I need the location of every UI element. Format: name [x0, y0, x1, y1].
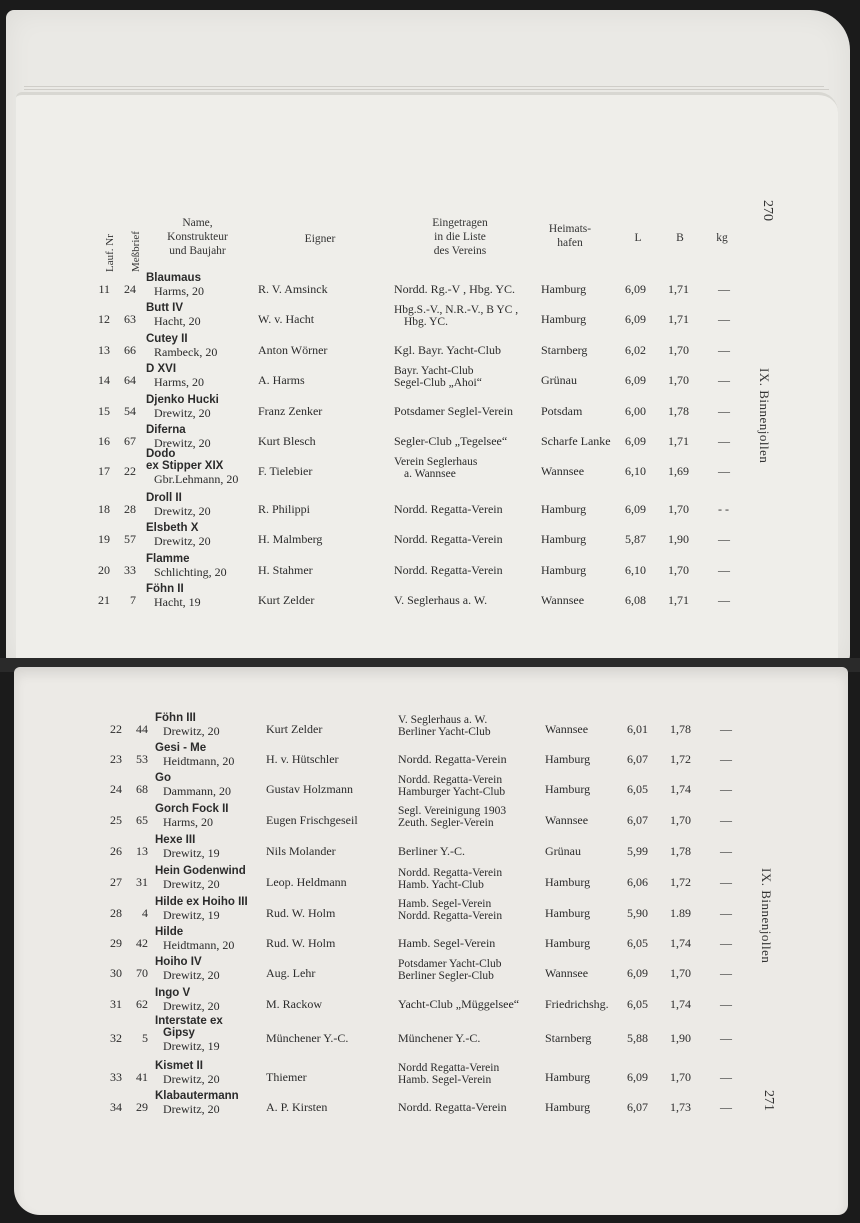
home-port: Wannsee: [545, 813, 589, 827]
boat-name: Klabautermann: [155, 1090, 239, 1102]
messbrief-nr: 4: [142, 906, 148, 920]
length-value: 5,87: [625, 532, 646, 546]
kg-value: —: [720, 1031, 732, 1045]
beam-value: 1,73: [670, 1100, 691, 1114]
table-row: [0, 554, 860, 584]
club: Nordd. Regatta-Verein: [398, 752, 507, 766]
table-row: [0, 303, 860, 333]
owner: Rud. W. Holm: [266, 936, 336, 950]
owner: Anton Wörner: [258, 343, 328, 357]
kg-value: —: [718, 404, 730, 418]
messbrief-nr: 33: [124, 563, 136, 577]
header-heimatshafen: [540, 222, 600, 250]
table-row: [0, 584, 860, 614]
boat-name: Gesi - Me: [155, 742, 207, 754]
club: Nordd. Regatta-Verein: [398, 867, 503, 879]
home-port: Hamburg: [545, 936, 591, 950]
club: Nordd. Regatta-Verein: [398, 1100, 507, 1114]
club: Nordd. Regatta-Verein: [398, 910, 503, 922]
club: Nordd. Regatta-Verein: [394, 532, 503, 546]
owner: F. Tielebier: [258, 464, 313, 478]
length-value: 6,05: [627, 997, 648, 1011]
page-number-270: 270: [760, 200, 775, 221]
length-value: 6,07: [627, 813, 648, 827]
lauf-nr: 25: [110, 813, 122, 827]
owner: W. v. Hacht: [258, 312, 315, 326]
lauf-nr: 20: [98, 563, 110, 577]
length-value: 6,10: [625, 464, 646, 478]
kg-value: —: [718, 464, 730, 478]
header-name-line: und Baujahr: [169, 245, 226, 257]
constructor-year: Heidtmann, 20: [163, 938, 235, 952]
table-row: [0, 425, 860, 455]
kg-value: —: [720, 782, 732, 796]
owner: A. Harms: [258, 373, 305, 387]
kg-value: - -: [718, 502, 729, 516]
header-verein: [405, 216, 515, 258]
kg-value: —: [718, 312, 730, 326]
club: Zeuth. Segler-Verein: [398, 817, 494, 829]
length-value: 6,10: [625, 563, 646, 577]
club: Hbg. YC.: [404, 316, 448, 328]
club: Münchener Y.-C.: [398, 1031, 481, 1045]
boat-name: Föhn II: [146, 583, 184, 595]
boat-name: Hoiho IV: [155, 956, 202, 968]
kg-value: —: [720, 813, 732, 827]
page-number-271: 271: [761, 1090, 776, 1111]
owner: Kurt Blesch: [258, 434, 316, 448]
messbrief-nr: 54: [124, 404, 136, 418]
constructor-year: Harms, 20: [163, 815, 213, 829]
beam-value: 1,70: [670, 966, 691, 980]
boat-name: Föhn III: [155, 712, 196, 724]
beam-value: 1,71: [668, 593, 689, 607]
owner: Gustav Holzmann: [266, 782, 353, 796]
boat-name: Diferna: [146, 424, 186, 436]
boat-name: Interstate ex: [155, 1015, 223, 1027]
constructor-year: Gbr.Lehmann, 20: [154, 472, 239, 486]
boat-name: Droll II: [146, 492, 182, 504]
kg-value: —: [720, 752, 732, 766]
constructor-year: Drewitz, 20: [163, 1072, 220, 1086]
table-row: [0, 1091, 860, 1121]
lauf-nr: 32: [110, 1031, 122, 1045]
club: Verein Seglerhaus: [394, 456, 478, 468]
home-port: Hamburg: [545, 1070, 591, 1084]
club: Potsdamer Yacht-Club: [398, 958, 502, 970]
kg-value: —: [718, 532, 730, 546]
kg-value: —: [720, 1100, 732, 1114]
beam-value: 1,74: [670, 936, 691, 950]
length-value: 6,09: [625, 373, 646, 387]
header-hafen-line: hafen: [557, 237, 583, 249]
beam-value: 1,70: [668, 343, 689, 357]
owner: Franz Zenker: [258, 404, 323, 418]
messbrief-nr: 13: [136, 844, 148, 858]
owner: Münchener Y.-C.: [266, 1031, 349, 1045]
length-value: 5,88: [627, 1031, 648, 1045]
home-port: Hamburg: [541, 563, 587, 577]
boat-name: Hilde ex Hoiho III: [155, 896, 248, 908]
club: a. Wannsee: [404, 468, 456, 480]
constructor-year: Drewitz, 20: [154, 406, 211, 420]
table-row: [0, 743, 860, 773]
table-row: [0, 927, 860, 957]
beam-value: 1,71: [668, 312, 689, 326]
constructor-year: Harms, 20: [154, 375, 204, 389]
owner: Rud. W. Holm: [266, 906, 336, 920]
lauf-nr: 31: [110, 997, 122, 1011]
boat-name: Butt IV: [146, 302, 184, 314]
table-row: [0, 448, 860, 486]
boat-name: Flamme: [146, 553, 190, 565]
messbrief-nr: 68: [136, 782, 148, 796]
home-port: Hamburg: [545, 782, 591, 796]
length-value: 6,08: [625, 593, 646, 607]
header-verein-line: in die Liste: [434, 231, 486, 243]
table-row: [0, 273, 860, 303]
boat-name: Ingo V: [155, 987, 191, 999]
messbrief-nr: 31: [136, 875, 148, 889]
club: Segler-Club „Tegelsee“: [394, 434, 508, 448]
home-port: Hamburg: [541, 502, 587, 516]
header-name: [150, 216, 245, 258]
messbrief-nr: 41: [136, 1070, 148, 1084]
table-row: [0, 988, 860, 1018]
table-row: [0, 493, 860, 523]
beam-value: 1,70: [670, 1070, 691, 1084]
club: Hamb. Segel-Verein: [398, 898, 492, 910]
boat-name: Gorch Fock II: [155, 803, 229, 815]
beam-value: 1,72: [670, 752, 691, 766]
beam-value: 1.89: [670, 906, 691, 920]
length-value: 6,01: [627, 722, 648, 736]
table-row: [0, 897, 860, 927]
club: Nordd. Regatta-Verein: [394, 563, 503, 577]
owner: Thiemer: [266, 1070, 307, 1084]
owner: M. Rackow: [266, 997, 322, 1011]
owner: H. v. Hütschler: [266, 752, 339, 766]
beam-value: 1,70: [670, 813, 691, 827]
messbrief-nr: 22: [124, 464, 136, 478]
constructor-year: Hacht, 20: [154, 314, 201, 328]
beam-value: 1,78: [668, 404, 689, 418]
table-row: [0, 523, 860, 553]
boat-name: Hilde: [155, 926, 184, 938]
lauf-nr: 28: [110, 906, 122, 920]
lauf-nr: 11: [98, 282, 110, 296]
messbrief-nr: 42: [136, 936, 148, 950]
lauf-nr: 33: [110, 1070, 122, 1084]
messbrief-nr: 5: [142, 1031, 148, 1045]
length-value: 6,05: [627, 936, 648, 950]
lauf-nr: 17: [98, 464, 110, 478]
boat-name: Hein Godenwind: [155, 865, 246, 877]
lauf-nr: 29: [110, 936, 122, 950]
lauf-nr: 26: [110, 844, 122, 858]
messbrief-nr: 28: [124, 502, 136, 516]
table-row: [0, 1015, 860, 1053]
kg-value: —: [720, 875, 732, 889]
home-port: Potsdam: [541, 404, 583, 418]
table-row: [0, 334, 860, 364]
beam-value: 1,90: [668, 532, 689, 546]
table-row: [0, 773, 860, 803]
boat-name: D XVI: [146, 363, 177, 375]
home-port: Grünau: [545, 844, 581, 858]
table-row: [0, 395, 860, 425]
home-port: Hamburg: [545, 875, 591, 889]
beam-value: 1,71: [668, 434, 689, 448]
lauf-nr: 21: [98, 593, 110, 607]
constructor-year: Drewitz, 20: [163, 968, 220, 982]
header-lauf-nr: Lauf. Nr: [104, 234, 116, 272]
table-row: [0, 713, 860, 743]
club: Yacht-Club „Müggelsee“: [398, 997, 520, 1011]
messbrief-nr: 67: [124, 434, 136, 448]
home-port: Wannsee: [545, 722, 589, 736]
club: Bayr. Yacht-Club: [394, 365, 474, 377]
header-verein-line: des Vereins: [433, 245, 487, 257]
club: Berliner Segler-Club: [398, 970, 494, 982]
table-row: [0, 1061, 860, 1091]
owner: A. P. Kirsten: [266, 1100, 328, 1114]
kg-value: —: [720, 722, 732, 736]
header-eigner: Eigner: [304, 233, 336, 245]
kg-value: —: [718, 434, 730, 448]
page-edge-line: [24, 86, 824, 87]
beam-value: 1,78: [670, 844, 691, 858]
beam-value: 1,90: [670, 1031, 691, 1045]
length-value: 6,09: [627, 1070, 648, 1084]
owner: H. Stahmer: [258, 563, 313, 577]
club: Berliner Yacht-Club: [398, 726, 491, 738]
beam-value: 1,69: [668, 464, 689, 478]
kg-value: —: [720, 936, 732, 950]
section-title-bottom: IX. Binnenjollen: [759, 868, 774, 964]
constructor-year: Drewitz, 19: [163, 1039, 220, 1053]
club: V. Seglerhaus a. W.: [394, 593, 488, 607]
lauf-nr: 18: [98, 502, 110, 516]
constructor-year: Heidtmann, 20: [163, 754, 235, 768]
header-messbrief: Meßbrief: [130, 231, 142, 272]
home-port: Hamburg: [541, 282, 587, 296]
beam-value: 1,72: [670, 875, 691, 889]
length-value: 5,99: [627, 844, 648, 858]
club: Kgl. Bayr. Yacht-Club: [394, 343, 502, 357]
lauf-nr: 23: [110, 752, 122, 766]
constructor-year: Drewitz, 20: [163, 999, 220, 1013]
kg-value: —: [720, 1070, 732, 1084]
table-row: [0, 364, 860, 394]
club: Berliner Y.-C.: [398, 844, 465, 858]
club: Nordd. Regatta-Verein: [394, 502, 503, 516]
boat-name: Djenko Hucki: [146, 394, 219, 406]
length-value: 6,07: [627, 752, 648, 766]
constructor-year: Hacht, 19: [154, 595, 201, 609]
messbrief-nr: 63: [124, 312, 136, 326]
constructor-year: Drewitz, 20: [163, 724, 220, 738]
owner: Eugen Frischgeseil: [266, 813, 358, 827]
messbrief-nr: 70: [136, 966, 148, 980]
kg-value: —: [720, 906, 732, 920]
boat-name-alt: ex Stipper XIX: [146, 460, 224, 472]
length-value: 6,09: [625, 434, 646, 448]
boat-name: Dodo: [146, 448, 176, 460]
lauf-nr: 24: [110, 782, 122, 796]
header-hafen-line: Heimats-: [548, 223, 592, 235]
lauf-nr: 14: [98, 373, 110, 387]
club: Hamb. Segel-Verein: [398, 936, 496, 950]
constructor-year: Drewitz, 20: [163, 877, 220, 891]
beam-value: 1,71: [668, 282, 689, 296]
beam-value: 1,70: [668, 373, 689, 387]
lauf-nr: 15: [98, 404, 110, 418]
constructor-year: Dammann, 20: [163, 784, 231, 798]
beam-value: 1,70: [668, 502, 689, 516]
messbrief-nr: 62: [136, 997, 148, 1011]
kg-value: —: [718, 593, 730, 607]
lauf-nr: 16: [98, 434, 110, 448]
home-port: Grünau: [541, 373, 577, 387]
club: Segel-Club „Ahoi“: [394, 377, 482, 389]
boat-name: Hexe III: [155, 834, 196, 846]
beam-value: 1,78: [670, 722, 691, 736]
boat-name: Kismet II: [155, 1060, 203, 1072]
owner: Nils Molander: [266, 844, 336, 858]
header-name-line: Name,: [182, 217, 213, 229]
length-value: 6,02: [625, 343, 646, 357]
home-port: Starnberg: [545, 1031, 592, 1045]
club: Nordd. Rg.-V , Hbg. YC.: [394, 282, 516, 296]
kg-value: —: [718, 343, 730, 357]
beam-value: 1,74: [670, 782, 691, 796]
home-port: Wannsee: [545, 966, 589, 980]
club: Hamb. Segel-Verein: [398, 1074, 492, 1086]
home-port: Scharfe Lanke: [541, 434, 611, 448]
messbrief-nr: 24: [124, 282, 136, 296]
constructor-year: Schlichting, 20: [154, 565, 227, 579]
beam-value: 1,74: [670, 997, 691, 1011]
home-port: Starnberg: [541, 343, 588, 357]
messbrief-nr: 66: [124, 343, 136, 357]
header-name-line: Konstrukteur: [167, 231, 228, 243]
owner: Leop. Heldmann: [266, 875, 347, 889]
owner: R. V. Amsinck: [258, 282, 328, 296]
constructor-year: Rambeck, 20: [154, 345, 218, 359]
kg-value: —: [718, 563, 730, 577]
lauf-nr: 30: [110, 966, 122, 980]
home-port: Hamburg: [541, 532, 587, 546]
kg-value: —: [720, 997, 732, 1011]
length-value: 5,90: [627, 906, 648, 920]
club: Hamburger Yacht-Club: [398, 786, 506, 798]
lauf-nr: 22: [110, 722, 122, 736]
lauf-nr: 34: [110, 1100, 122, 1114]
club: Nordd. Regatta-Verein: [398, 774, 503, 786]
length-value: 6,09: [625, 312, 646, 326]
boat-name: Elsbeth X: [146, 522, 199, 534]
messbrief-nr: 29: [136, 1100, 148, 1114]
club: Hamb. Yacht-Club: [398, 879, 484, 891]
length-value: 6,07: [627, 1100, 648, 1114]
header-l: L: [634, 232, 642, 244]
kg-value: —: [718, 373, 730, 387]
messbrief-nr: 7: [130, 593, 136, 607]
club: Segl. Vereinigung 1903: [398, 805, 507, 817]
table-row: [0, 804, 860, 834]
constructor-year: Drewitz, 20: [154, 534, 211, 548]
constructor-year: Drewitz, 20: [163, 1102, 220, 1116]
boat-name-alt: Gipsy: [163, 1027, 195, 1039]
club: Potsdamer Seglel-Verein: [394, 404, 513, 418]
home-port: Hamburg: [545, 1100, 591, 1114]
constructor-year: Drewitz, 19: [163, 908, 220, 922]
home-port: Hamburg: [545, 906, 591, 920]
lauf-nr: 12: [98, 312, 110, 326]
owner: R. Philippi: [258, 502, 311, 516]
club: Hbg.S.-V., N.R.-V., B YC ,: [394, 304, 519, 316]
constructor-year: Drewitz, 19: [163, 846, 220, 860]
length-value: 6,00: [625, 404, 646, 418]
length-value: 6,09: [625, 502, 646, 516]
beam-value: 1,70: [668, 563, 689, 577]
table-row: [0, 866, 860, 896]
length-value: 6,06: [627, 875, 648, 889]
page-edge-line: [24, 89, 829, 90]
club: V. Seglerhaus a. W.: [398, 714, 488, 726]
header-b: B: [676, 232, 684, 244]
kg-value: —: [720, 844, 732, 858]
owner: Kurt Zelder: [266, 722, 323, 736]
constructor-year: Drewitz, 20: [154, 504, 211, 518]
boat-name: Go: [155, 772, 171, 784]
table-row: [0, 835, 860, 865]
boat-name: Cutey II: [146, 333, 188, 345]
home-port: Hamburg: [541, 312, 587, 326]
messbrief-nr: 53: [136, 752, 148, 766]
lauf-nr: 27: [110, 875, 122, 889]
kg-value: —: [718, 282, 730, 296]
kg-value: —: [720, 966, 732, 980]
table-row: [0, 957, 860, 987]
length-value: 6,09: [627, 966, 648, 980]
length-value: 6,05: [627, 782, 648, 796]
lauf-nr: 19: [98, 532, 110, 546]
header-verein-line: Eingetragen: [432, 217, 488, 229]
owner: H. Malmberg: [258, 532, 323, 546]
home-port: Wannsee: [541, 593, 585, 607]
home-port: Hamburg: [545, 752, 591, 766]
header-kg: kg: [716, 232, 728, 244]
length-value: 6,09: [625, 282, 646, 296]
messbrief-nr: 44: [136, 722, 148, 736]
boat-name: Blaumaus: [146, 272, 201, 284]
constructor-year: Harms, 20: [154, 284, 204, 298]
club: Nordd Regatta-Verein: [398, 1062, 500, 1074]
messbrief-nr: 65: [136, 813, 148, 827]
messbrief-nr: 64: [124, 373, 136, 387]
messbrief-nr: 57: [124, 532, 136, 546]
home-port: Wannsee: [541, 464, 585, 478]
home-port: Friedrichshg.: [545, 997, 609, 1011]
section-title-top: IX. Binnenjollen: [757, 368, 772, 464]
lauf-nr: 13: [98, 343, 110, 357]
owner: Kurt Zelder: [258, 593, 315, 607]
constructor-year: Drewitz, 20: [154, 436, 211, 450]
owner: Aug. Lehr: [266, 966, 316, 980]
